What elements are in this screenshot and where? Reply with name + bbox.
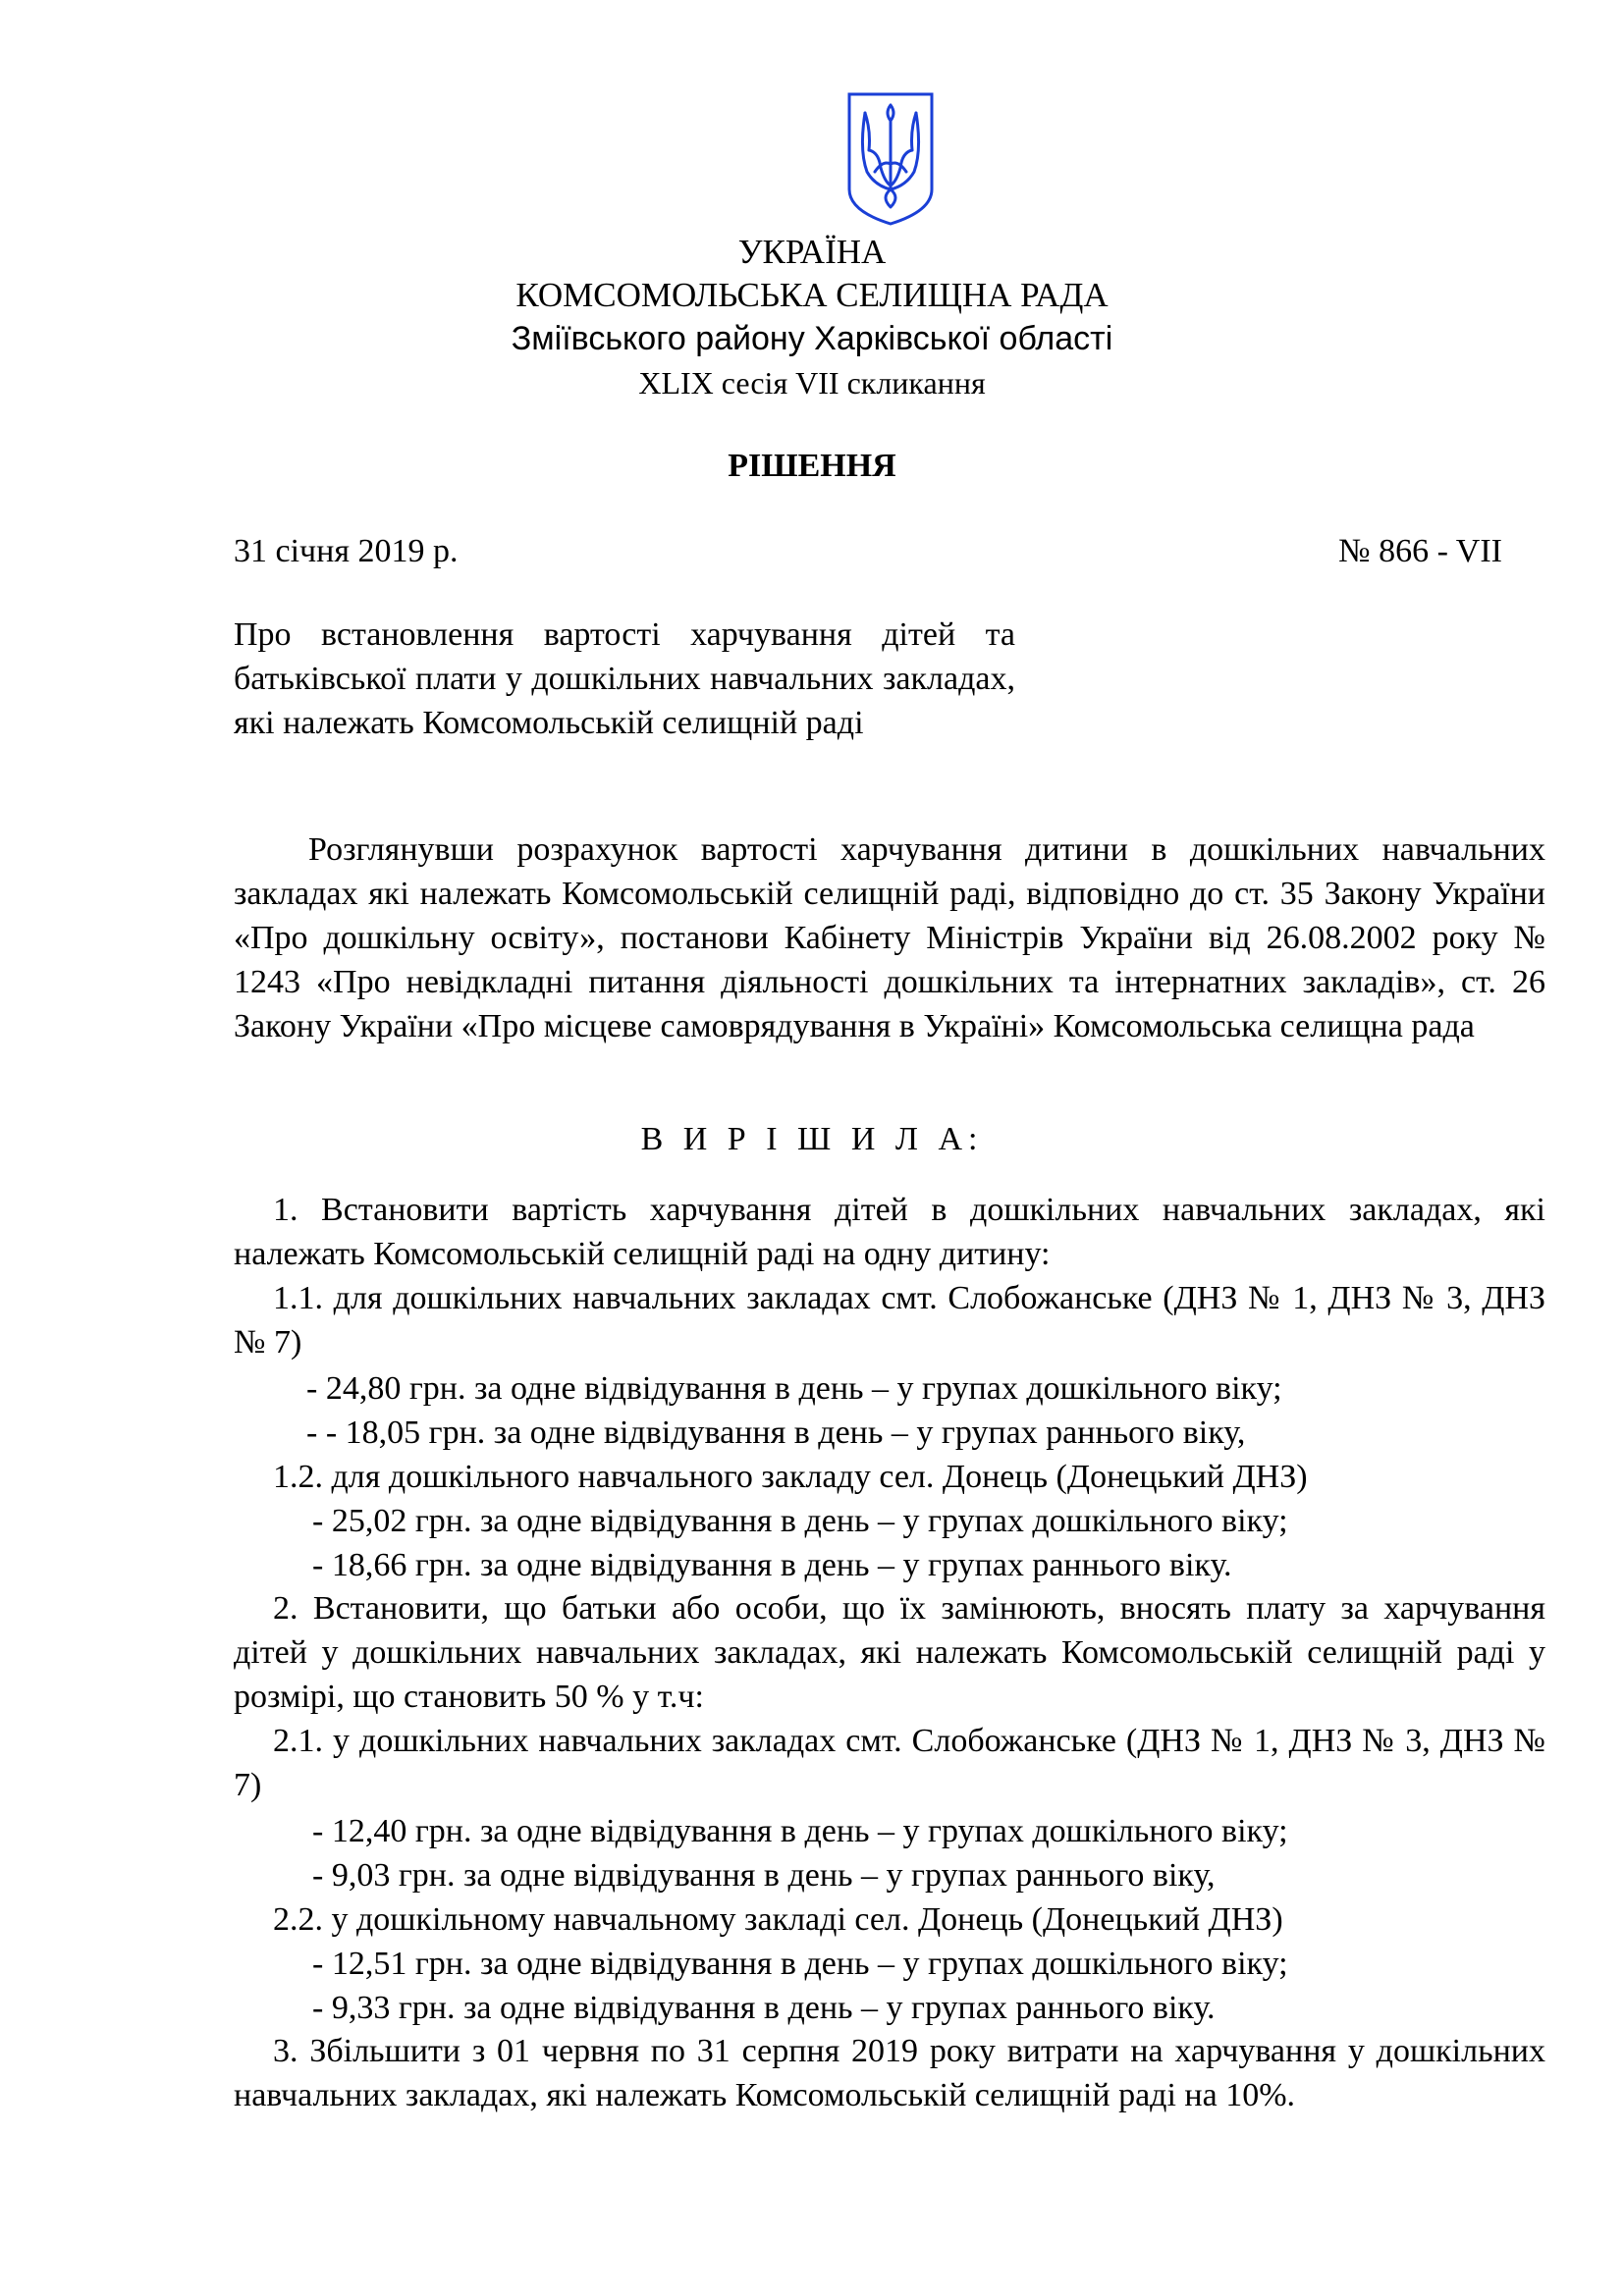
header-country: УКРАЇНА xyxy=(737,233,887,271)
item-1: 1. Встановити вартість харчування дітей в дошкільних навчальних закладах, які належать Комсомольській селищній раді на одну дитину: xyxy=(234,1192,1545,1272)
document-subject: Про встановлення вартості харчування дітей та батьківської плати у дошкільних навчальних закладах, які належать Комсомольській селищній раді xyxy=(234,616,1015,741)
item-1-1-early-price: - - 18,05 грн. за одне відвідування в день – у групах раннього віку, xyxy=(306,1415,1246,1451)
item-2: 2. Встановити, що батьки або особи, що їх замінюють, вносять плату за харчування дітей у дошкільних навчальних закладах, які належать Комсомольській селищній раді у розмірі, що становить 50 % у т.ч: xyxy=(234,1590,1545,1715)
preamble-paragraph: Розглянувши розрахунок вартості харчування дитини в дошкільних навчальних закладах які належать Комсомольській селищній раді, відповідно до ст. 35 Закону України «Про дошкільну освіту», постанови Кабінету Міністрів України від 26.08.2002 року № 1243 «Про невідкладні питання діяльності дошкільних та інтернатних закладів», ст. 26 Закону України «Про місцеве самоврядування в Україні» Комсомольська селищна рада xyxy=(234,831,1545,1044)
item-2-1-early-price: - 9,03 грн. за одне відвідування в день – у групах раннього віку, xyxy=(312,1857,1216,1894)
document-number: № 866 - VII xyxy=(1338,533,1502,569)
header-district: Зміївського району Харківської області xyxy=(511,320,1113,357)
item-2-1: 2.1. у дошкільних навчальних закладах смт. Слобожанське (ДНЗ № 1, ДНЗ № 3, ДНЗ № 7) xyxy=(234,1723,1545,1803)
item-1-2: 1.2. для дошкільного навчального закладу сел. Донець (Донецький ДНЗ) xyxy=(273,1459,1308,1495)
item-1-1-preschool-price: - 24,80 грн. за одне відвідування в день – у групах дошкільного віку; xyxy=(306,1370,1282,1407)
item-1-2-preschool-price: - 25,02 грн. за одне відвідування в день – у групах дошкільного віку; xyxy=(312,1503,1288,1539)
document-title: РІШЕННЯ xyxy=(728,448,896,484)
item-2-2-preschool-price: - 12,51 грн. за одне відвідування в день – у групах дошкільного віку; xyxy=(312,1946,1288,1982)
header-council: КОМСОМОЛЬСЬКА СЕЛИЩНА РАДА xyxy=(515,276,1109,314)
item-1-2-early-price: - 18,66 грн. за одне відвідування в день – у групах раннього віку. xyxy=(312,1547,1232,1583)
document-date: 31 січня 2019 р. xyxy=(234,533,459,569)
item-2-2-early-price: - 9,33 грн. за одне відвідування в день – у групах раннього віку. xyxy=(312,1990,1216,2026)
item-1-1: 1.1. для дошкільних навчальних закладах смт. Слобожанське (ДНЗ № 1, ДНЗ № 3, ДНЗ № 7) xyxy=(234,1280,1545,1361)
header-session: XLIX сесія VII скликання xyxy=(638,365,986,400)
item-2-1-preschool-price: - 12,40 грн. за одне відвідування в день – у групах дошкільного віку; xyxy=(312,1813,1288,1849)
coat-of-arms-trident-icon xyxy=(845,91,936,227)
item-2-2: 2.2. у дошкільному навчальному закладі сел. Донець (Донецький ДНЗ) xyxy=(273,1901,1283,1938)
decided-heading: В И Р І Ш И Л А: xyxy=(640,1121,984,1157)
item-3: 3. Збільшити з 01 червня по 31 серпня 2019 року витрати на харчування у дошкільних навчальних закладах, які належать Комсомольській селищній раді на 10%. xyxy=(234,2033,1545,2113)
